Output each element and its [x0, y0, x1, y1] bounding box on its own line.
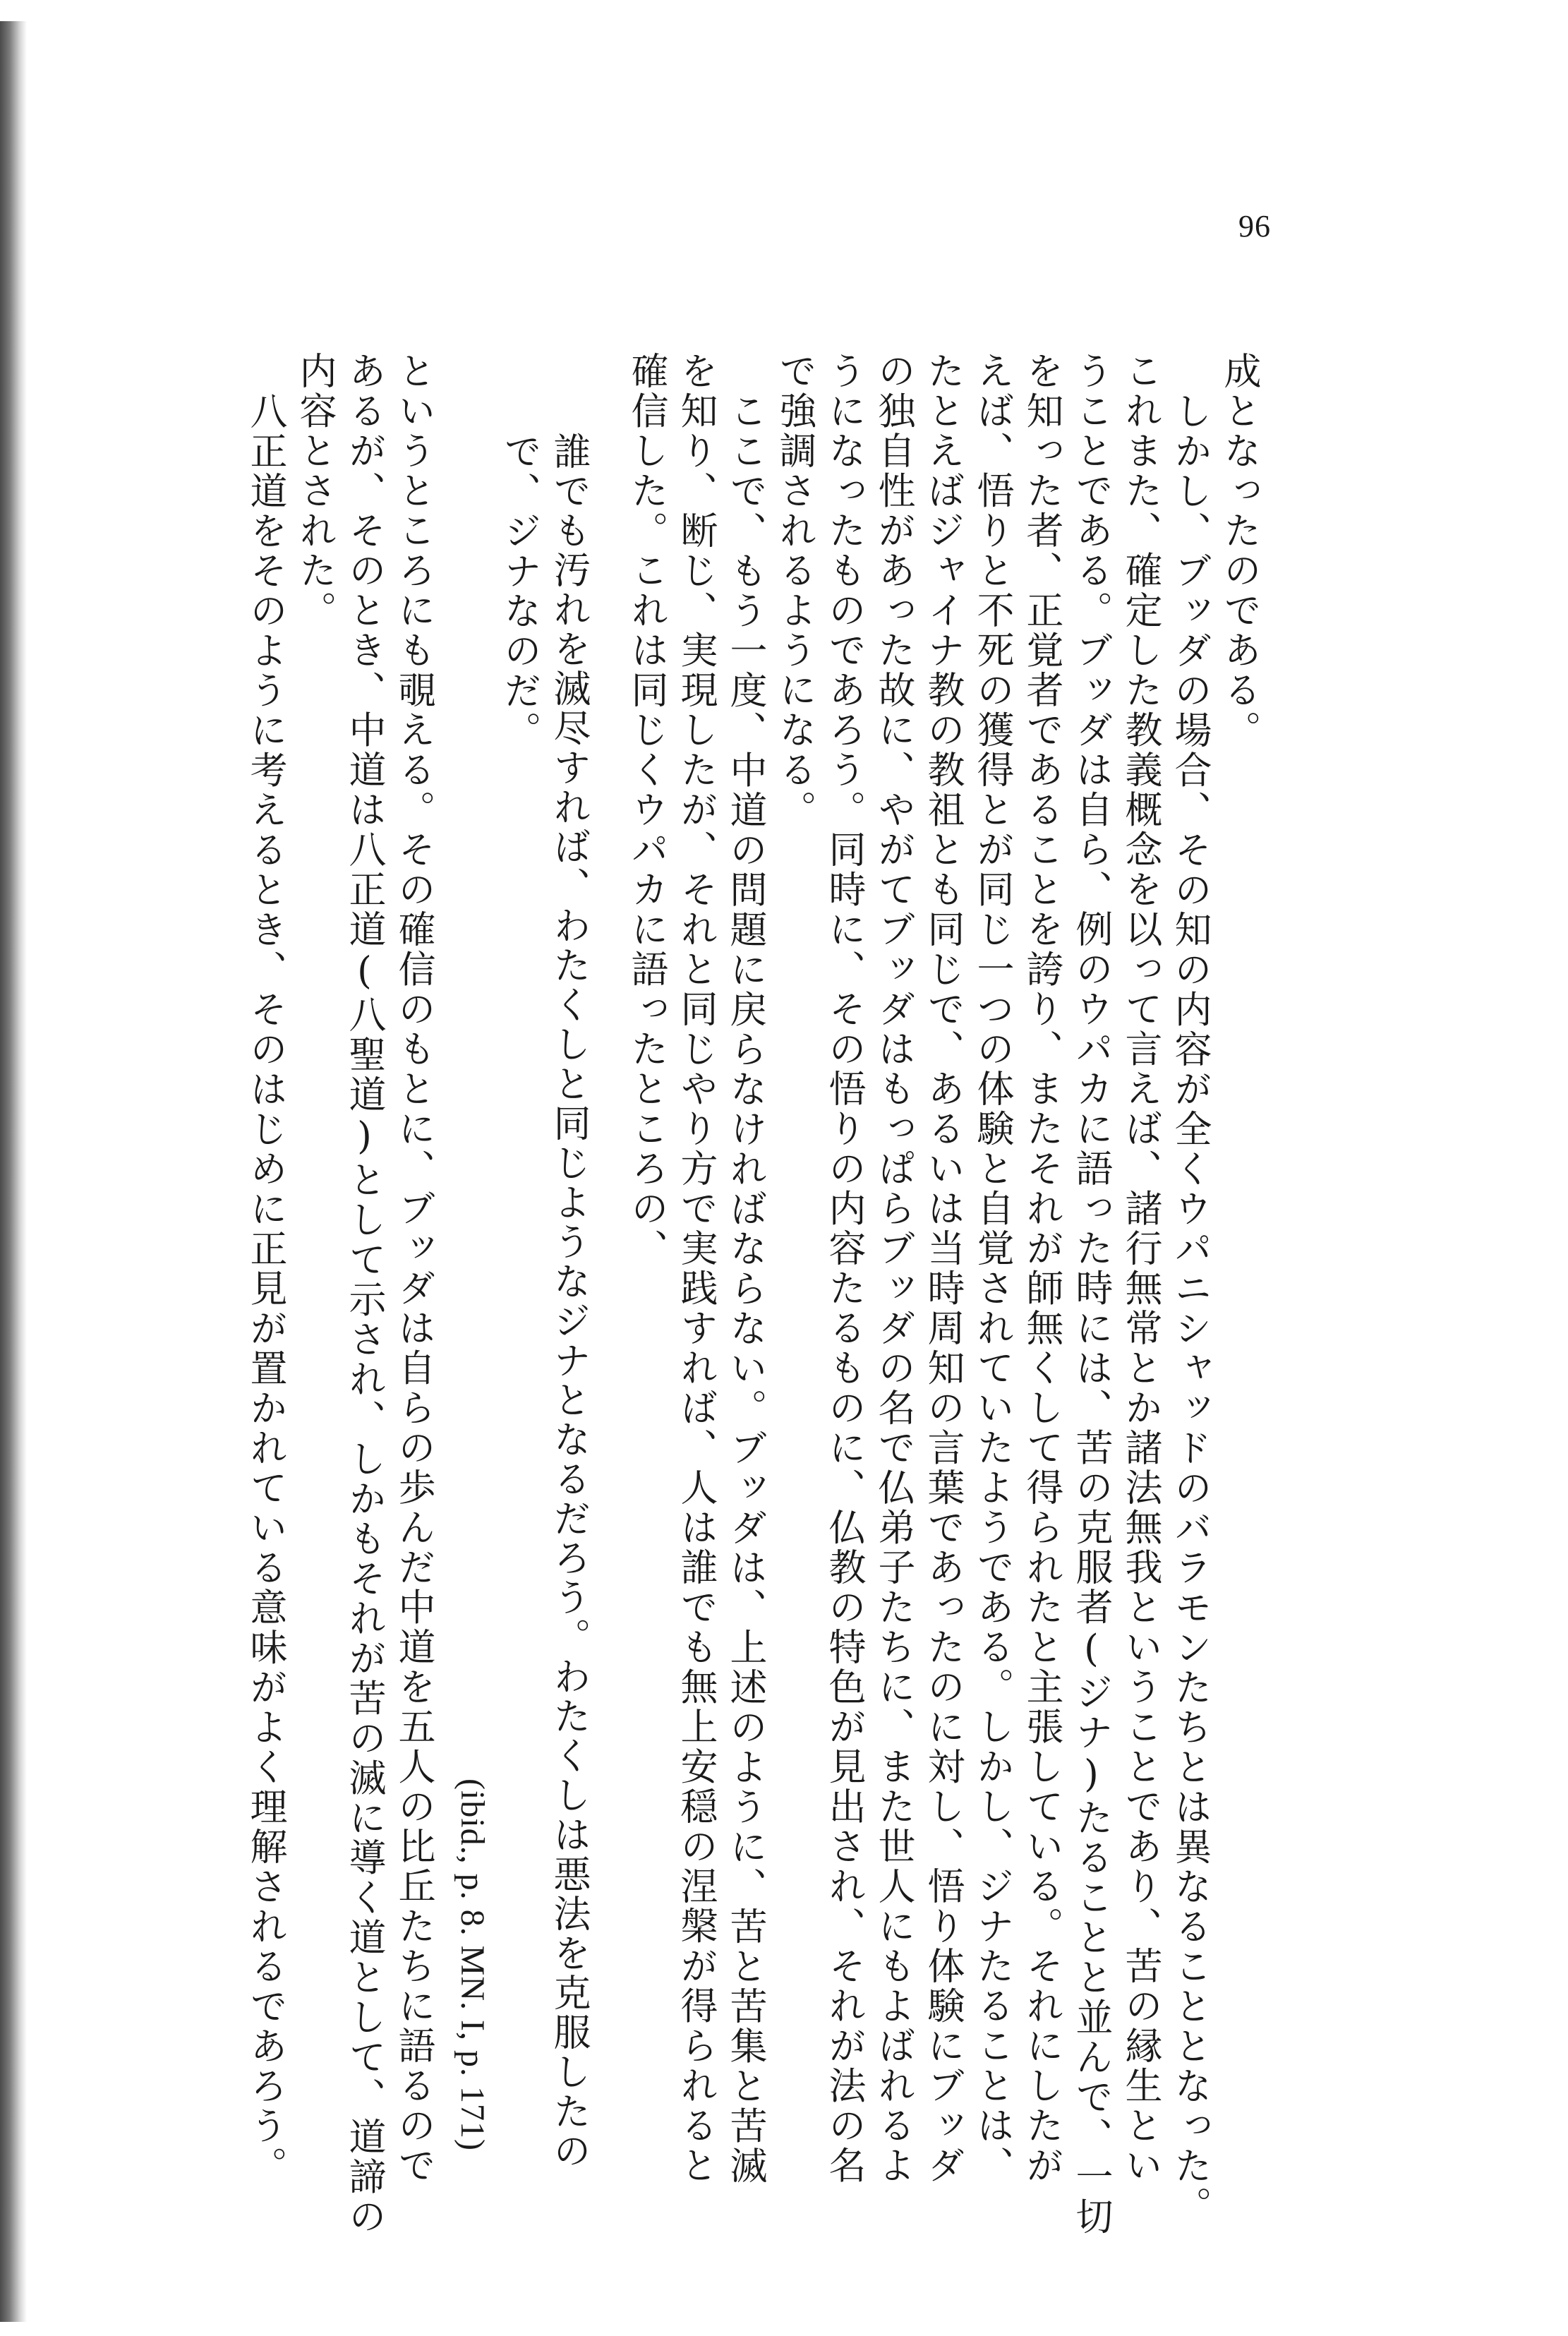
- text-column-14: というところにも覗える。その確信のもとに、ブッダは自らの歩んだ中道を五人の比丘たちに語るので: [392, 351, 435, 2186]
- text-column-6: えば、悟りと不死の獲得とが同じ一つの体験と自覚されていたようである。しかし、ジナたることは、: [971, 351, 1014, 2186]
- text-column-1: 成となったのである。: [1218, 351, 1261, 750]
- text-column-13: 確信した。これは同じくウパカに語ったところの、: [625, 351, 668, 1269]
- page-number: 96: [1238, 209, 1271, 243]
- text-column-15: あるが、そのとき、中道は八正道(八聖道)として示され、しかもそれが苦の滅に導く道として、道諦の: [343, 351, 386, 2237]
- text-column-9: うになったものであろう。同時に、その悟りの内容たるものに、仏教の特色が見出され、それが法の名: [823, 351, 866, 2186]
- text-column-5: を知った者、正覚者であることを誇り、またそれが師無くして得られたと主張している。それにしたが: [1020, 351, 1063, 2186]
- binding-shadow: [0, 21, 27, 2322]
- text-column-2: しかし、ブッダの場合、その知の内容が全くウパニシャッドのバラモンたちとは異なることとなった。: [1169, 392, 1212, 2226]
- quote-column-2: で、ジナなのだ。: [498, 432, 541, 751]
- text-column-3: これまた、確定した教義概念を以って言えば、諸行無常とか諸法無我ということであり、苦の縁生とい: [1119, 351, 1162, 2186]
- text-column-11: ここで、もう一度、中道の問題に戻らなければならない。ブッダは、上述のように、苦と苦集と苦滅: [724, 392, 767, 2186]
- text-column-4: うことである。ブッダは自ら、例のウパカに語った時には、苦の克服者(ジナ)たることと並んで、一切: [1070, 351, 1113, 2237]
- text-column-12: を知り、断じ、実現したが、それと同じやり方で実践すれば、人は誰でも無上安穏の涅槃が得られると: [675, 351, 718, 2186]
- text-column-8: の独自性があった故に、やがてブッダはもっぱらブッダの名で仏弟子たちに、また世人にもよばれるよ: [872, 351, 915, 2186]
- text-column-7: たとえばジャイナ教の教祖とも同じで、あるいは当時周知の言葉であったのに対し、悟り体験にブッダ: [922, 351, 965, 2186]
- text-column-16: 内容とされた。: [294, 351, 337, 631]
- quote-column-1: 誰でも汚れを滅尽すれば、わたくしと同じようなジナとなるだろう。わたくしは悪法を克服したの: [548, 432, 591, 2171]
- citation: (ibid., p. 8. MN. I, p. 171): [454, 1778, 491, 2151]
- text-column-17: 八正道をそのように考えるとき、そのはじめに正見が置かれている意味がよく理解されるであろう。: [244, 392, 287, 2186]
- text-column-10: で強調されるようになる。: [773, 351, 816, 830]
